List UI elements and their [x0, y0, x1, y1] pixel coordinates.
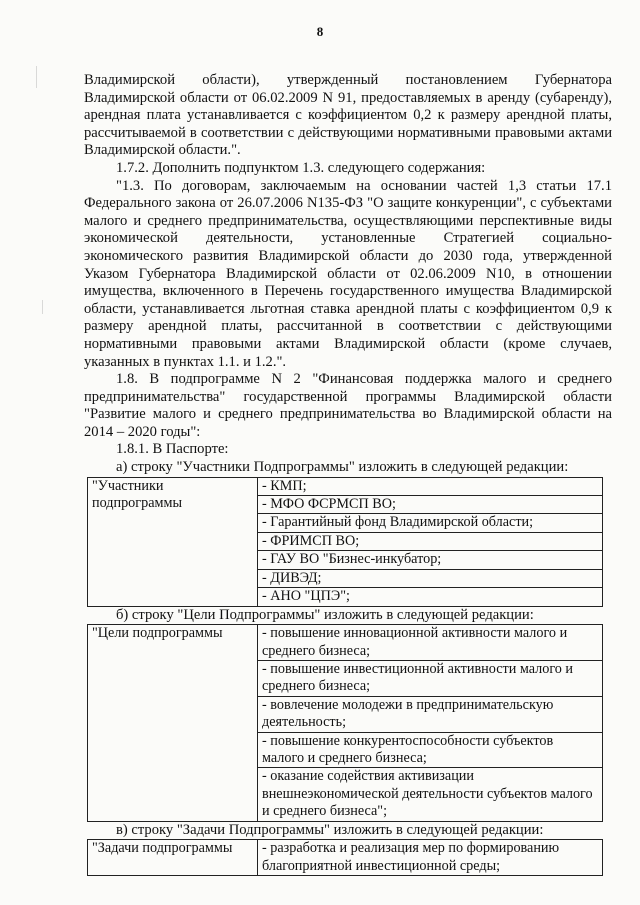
- document-body: [84, 72, 612, 876]
- list-item: - повышение конкурентоспособности субъектов малого и среднего бизнеса;: [258, 733, 602, 769]
- table-label: "Участники подпрограммы: [88, 477, 258, 606]
- goals-table: [87, 624, 603, 821]
- paragraph: Владимирской области), утвержденный постановлением Губернатора Владимирской области от 06.02.2009 N 91, предоставляемых в аренду (субаренду), арендная плата устанавливается с коэффициентом 0,2 к размеру арендной платы, рассчитываемой в соответствии с действующими нормативными правовыми актами Владимирской области.".: [84, 72, 612, 159]
- page-number: 8: [316, 24, 324, 39]
- list-item: - АНО "ЦПЭ";: [262, 588, 350, 605]
- list-item: - ФРИМСП ВО;: [258, 533, 602, 551]
- table-caption: в) строку "Задачи Подпрограммы" изложить в следующей редакции:: [116, 821, 544, 838]
- table-items: [258, 840, 603, 876]
- table-caption: б) строку "Цели Подпрограммы" изложить в следующей редакции:: [116, 606, 534, 623]
- list-item: - Гарантийный фонд Владимирской области;: [258, 514, 602, 532]
- paragraph: "1.3. По договорам, заключаемым на основании частей 1,3 статьи 17.1 Федерального закона от 26.07.2006 N135-ФЗ "О защите конкуренции", с субъектами малого и среднего предпринимательства, осуществляющими перспективные виды экономической деятельности, установленные Стратегией социально-экономического развития Владимирской области до 2030 года, утвержденной Указом Губернатора Владимирской области от 02.06.2009 N10, в отношении имущества, включенного в Перечень государственного имущества Владимирской области, устанавливается льготная ставка арендной платы с коэффициентом 0,9 к размеру арендной платы, рассчитанной в соответствии с действующими нормативными правовыми актами Владимирской области (кроме случаев, указанных в пунктах 1.1. и 1.2.".: [84, 177, 612, 370]
- list-item: - повышение инвестиционной активности малого и среднего бизнеса;: [258, 661, 602, 697]
- paragraph: 1.8.1. В Паспорте:: [116, 441, 229, 458]
- list-item: - оказание содействия активизации внешнеэкономической деятельности субъектов малого и среднего бизнеса";: [262, 768, 593, 820]
- participants-table: [87, 477, 603, 607]
- table-caption: а) строку "Участники Подпрограммы" изложить в следующей редакции:: [116, 459, 569, 476]
- list-item: - вовлечение молодежи в предпринимательскую деятельность;: [258, 697, 602, 733]
- list-item: - КМП;: [258, 478, 602, 496]
- scan-mark: [42, 300, 43, 314]
- list-item: - МФО ФСРМСП ВО;: [258, 496, 602, 514]
- table-items: [258, 477, 603, 606]
- list-item: - разработка и реализация мер по формированию благоприятной инвестиционной среды;: [262, 840, 560, 874]
- list-item: - повышение инновационной активности малого и среднего бизнеса;: [258, 625, 602, 661]
- table-label: "Задачи подпрограммы: [88, 840, 258, 876]
- paragraph: 1.7.2. Дополнить подпунктом 1.3. следующего содержания:: [116, 159, 486, 176]
- table-label: "Цели подпрограммы: [88, 625, 258, 821]
- paragraph: 1.8. В подпрограмме N 2 "Финансовая поддержка малого и среднего предпринимательства" государственной программы Владимирской области "Развитие малого и среднего предпринимательства во Владимирской области на 2014 – 2020 годы":: [84, 371, 612, 440]
- scan-mark: [36, 66, 37, 88]
- list-item: - ГАУ ВО "Бизнес-инкубатор;: [258, 551, 602, 569]
- table-items: [258, 625, 603, 821]
- tasks-table: [87, 839, 603, 876]
- list-item: - ДИВЭД;: [258, 570, 602, 588]
